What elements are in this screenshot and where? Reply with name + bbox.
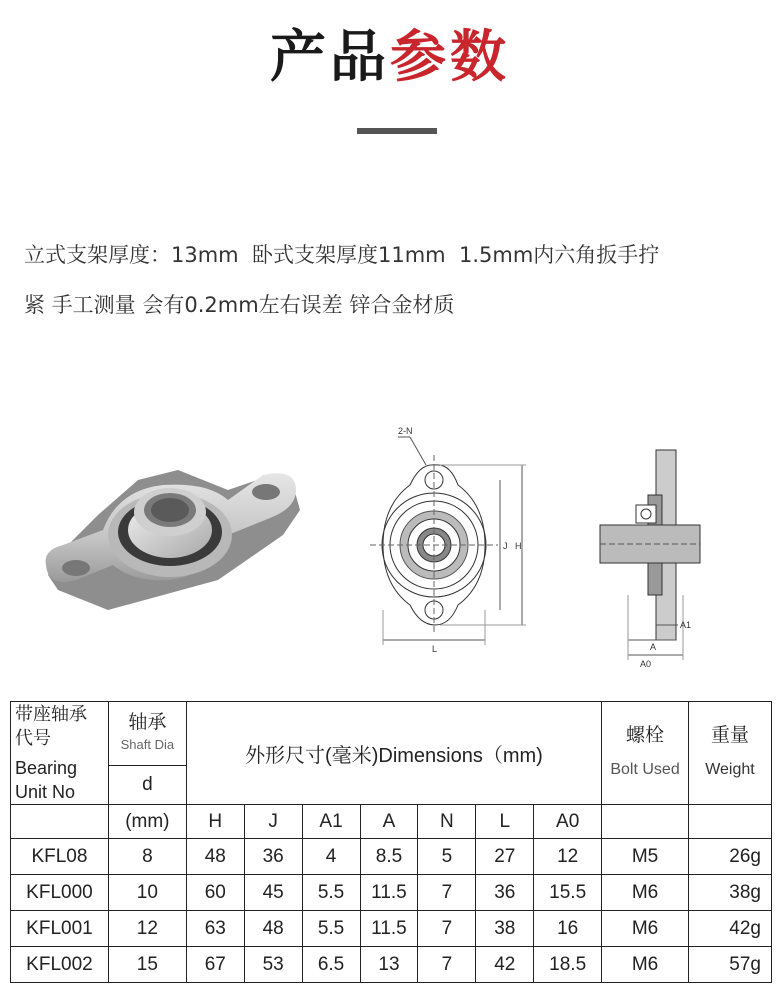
label-a0: A0 [640, 659, 652, 669]
cell-n: 7 [418, 875, 476, 911]
cell-bolt: M6 [602, 875, 689, 911]
product-description: 立式支架厚度：13mm 卧式支架厚度11mm 1.5mm内六角扳手拧 紧 手工测量 会有0.2mm左右误差 锌合金材质 [24, 243, 660, 317]
cell-j: 48 [244, 911, 302, 947]
cell-a1: 5.5 [302, 875, 360, 911]
label-h: H [515, 541, 522, 551]
header-weight: 重量 Weight [688, 702, 771, 805]
cell-weight: 26g [688, 839, 771, 875]
cell-h: 60 [186, 875, 244, 911]
header-unit-blank [11, 805, 109, 839]
cell-d: 12 [108, 911, 186, 947]
cell-weight: 57g [688, 947, 771, 983]
cell-bolt: M6 [602, 947, 689, 983]
cell-a: 13 [360, 947, 418, 983]
label-l: L [432, 644, 438, 654]
col-a: A [360, 805, 418, 839]
spec-table [10, 701, 772, 983]
cell-j: 53 [244, 947, 302, 983]
cell-l: 27 [476, 839, 534, 875]
cell-unit: KFL001 [11, 911, 109, 947]
cell-d: 10 [108, 875, 186, 911]
cell-n: 5 [418, 839, 476, 875]
side-view-drawing [598, 445, 708, 675]
cell-bolt: M5 [602, 839, 689, 875]
cell-h: 63 [186, 911, 244, 947]
page-title [0, 18, 780, 98]
cell-l: 42 [476, 947, 534, 983]
col-n: N [418, 805, 476, 839]
front-view-drawing [370, 425, 540, 655]
col-bolt-blank [602, 805, 689, 839]
cell-a0: 12 [534, 839, 602, 875]
col-h: H [186, 805, 244, 839]
cell-a0: 16 [534, 911, 602, 947]
cell-n: 7 [418, 911, 476, 947]
table-row [11, 839, 772, 875]
header-shaft: 轴承 Shaft Dia [108, 702, 186, 766]
col-a1: A1 [302, 805, 360, 839]
label-2n: 2-N [398, 426, 413, 436]
cell-unit: KFL000 [11, 875, 109, 911]
header-shaft-symbol: d [108, 766, 186, 805]
label-a1: A1 [680, 620, 692, 630]
col-weight-blank [688, 805, 771, 839]
cell-unit: KFL08 [11, 839, 109, 875]
cell-a1: 5.5 [302, 911, 360, 947]
cell-l: 38 [476, 911, 534, 947]
table-row [11, 947, 772, 983]
cell-j: 36 [244, 839, 302, 875]
header-bolt: 螺栓 Bolt Used [602, 702, 689, 805]
cell-bolt: M6 [602, 911, 689, 947]
cell-n: 7 [418, 947, 476, 983]
cell-a: 11.5 [360, 911, 418, 947]
cell-a1: 4 [302, 839, 360, 875]
cell-weight: 42g [688, 911, 771, 947]
header-dimensions: 外形尺寸(毫米)Dimensions（mm) [186, 702, 601, 805]
col-l: L [476, 805, 534, 839]
product-photo [38, 440, 308, 620]
cell-a1: 6.5 [302, 947, 360, 983]
title-part2: 参数 [390, 25, 510, 90]
table-row [11, 875, 772, 911]
cell-a0: 18.5 [534, 947, 602, 983]
cell-h: 48 [186, 839, 244, 875]
title-underline [357, 128, 437, 134]
cell-d: 8 [108, 839, 186, 875]
cell-a: 8.5 [360, 839, 418, 875]
cell-weight: 38g [688, 875, 771, 911]
header-shaft-unit: (mm) [108, 805, 186, 839]
cell-a0: 15.5 [534, 875, 602, 911]
label-j: J [503, 541, 508, 551]
cell-j: 45 [244, 875, 302, 911]
title-part1: 产品 [270, 25, 390, 90]
cell-unit: KFL002 [11, 947, 109, 983]
cell-d: 15 [108, 947, 186, 983]
col-a0: A0 [534, 805, 602, 839]
cell-h: 67 [186, 947, 244, 983]
header-unit: 带座轴承 代号 Bearing Unit No [11, 702, 109, 805]
cell-a: 11.5 [360, 875, 418, 911]
table-row [11, 911, 772, 947]
label-a: A [650, 642, 657, 652]
cell-l: 36 [476, 875, 534, 911]
col-j: J [244, 805, 302, 839]
